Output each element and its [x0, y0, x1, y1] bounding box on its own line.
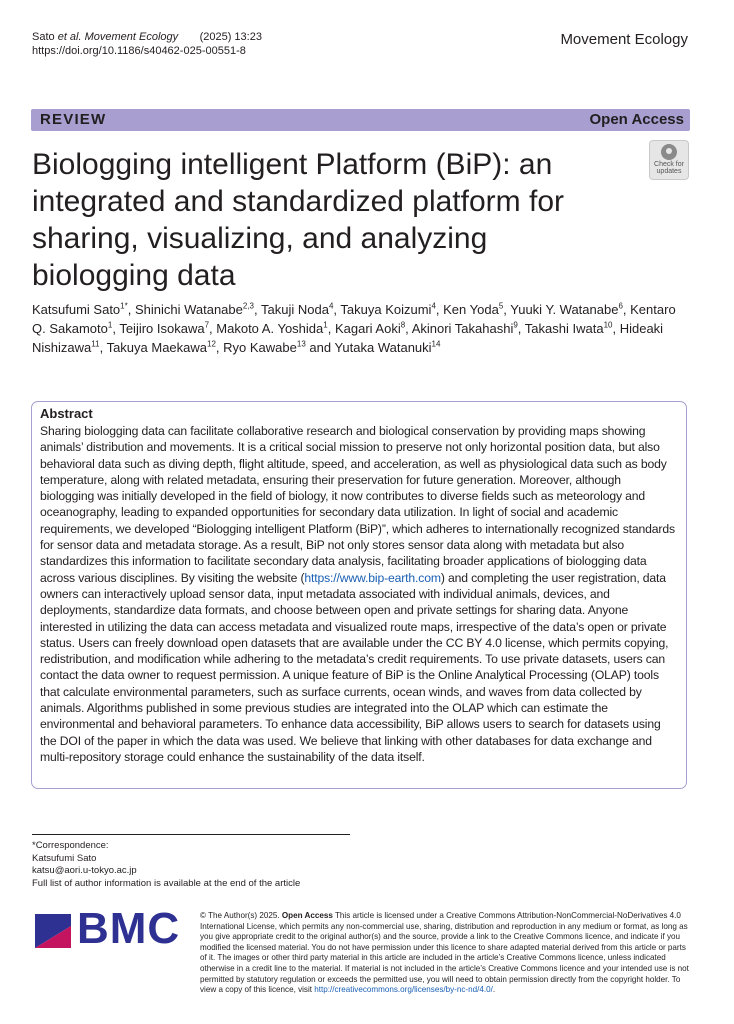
author-affiliation: 12	[207, 339, 216, 349]
crossmark-label-1: Check for	[654, 161, 684, 168]
author-name: Kagari Aoki	[334, 321, 401, 336]
author-separator: ,	[209, 321, 217, 336]
check-for-updates-badge[interactable]	[649, 140, 689, 180]
crossmark-label-2: updates	[656, 168, 682, 175]
author-list	[32, 300, 692, 357]
author-affiliation: 8	[400, 320, 406, 330]
author-separator: ,	[622, 302, 631, 317]
author-separator: ,	[112, 321, 120, 336]
abstract-text-part-2: ) and completing the user registration, data owners can interactively upload sensor data, input metadata associated with individual animals, devices, and deployments, standardize data formats, and choose between open and private settings for sharing data. Anyone interested in utilizing the data can access metadata and visualized route maps, irrespective of the data’s open or private status. Users can freely download open datasets that are available under the CC BY 4.0 license, which permits copying, redistribution, and modification while adhering to the metadata’s credit requirements. To use private datasets, users can contact the data owner to request permission. A unique feature of BiP is the Online Analytical Processing (OLAP) tools that calculate environmental parameters, such as surface currents, ocean winds, and waves from data collected by animals. Algorithms published in some previous studies are integrated into the OLAP which can estimate the environmental and behavioral parameters. To enhance data accessibility, BiP allows users to search for datasets using the DOI of the paper in which the data was used. We believe that linking with other databases for data exchange and multi-repository storage could enhance the sustainability of the data itself.	[40, 570, 669, 764]
footnote-author: Katsufumi Sato	[32, 852, 97, 864]
author-name: Kentaro Q. Sakamoto	[32, 302, 676, 336]
abstract-box	[31, 401, 687, 789]
author-affiliation: 14	[431, 339, 441, 349]
author-separator: ,	[215, 340, 224, 355]
author-separator: ,	[517, 321, 525, 336]
crossmark-icon	[661, 144, 677, 160]
open-access-label: Open Access	[589, 111, 684, 128]
author-affiliation: 4	[431, 301, 436, 311]
author-separator: ,	[503, 302, 511, 317]
license-open-access: Open Access	[281, 911, 333, 920]
author-affiliation: 1	[107, 320, 113, 330]
author-name: Teijiro Isokawa	[119, 321, 205, 336]
publisher-name: BMC	[77, 904, 181, 953]
author-name: Ken Yoda	[443, 302, 499, 317]
license-text	[200, 911, 690, 996]
author-separator: ,	[99, 340, 107, 355]
author-name: Takashi Iwata	[524, 321, 604, 336]
journal-name: Movement Ecology	[560, 31, 688, 48]
citation-year-volume: (2025) 13:23	[199, 31, 262, 43]
citation-line	[32, 30, 262, 44]
author-name: Yuuki Y. Watanabe	[510, 302, 619, 317]
author-affiliation: 11	[91, 339, 100, 349]
author-separator: ,	[333, 302, 341, 317]
author-affiliation: 13	[296, 339, 306, 349]
author-separator: ,	[254, 302, 261, 317]
author-separator: ,	[327, 321, 335, 336]
footnote-label: *Correspondence:	[32, 840, 109, 851]
license-suffix: .	[492, 985, 496, 995]
author-name: Makoto A. Yoshida	[216, 321, 324, 336]
citation-et-al: et al.	[57, 31, 82, 43]
citation-journal: Movement Ecology	[84, 31, 179, 43]
license-prefix: © The Author(s) 2025.	[200, 911, 282, 920]
author-name: Takuya Koizumi	[340, 302, 432, 317]
author-name: Ryo Kawabe	[223, 340, 297, 355]
author-name: Takuya Maekawa	[106, 340, 208, 355]
footnote-affiliation-note: Full list of author information is available at the end of the article	[32, 877, 301, 889]
license-body: This article is licensed under a Creative Commons Attribution-NonCommercial-NoDerivatives 4.0 International License, which permits any non-commercial use, sharing, distribution and reproduction in any medium or format, as long as you give appropriate credit to the original author(s) and the source, provide a link to the Creative Commons licence, and indicate if you modified the licensed material. You do not have permission under this licence to share adapted material derived from this article or parts of it. The images or other third party material in this article are included in the article’s Creative Commons licence, unless indicated otherwise in a credit line to the material. If material is not included in the article’s Creative Commons licence and your intended use is not permitted by statutory regulation or exceeds the permitted use, you will need to obtain permission directly from the copyright holder. To view a copy of this licence, visit	[200, 911, 689, 995]
abstract-heading: Abstract	[40, 406, 93, 421]
author-name: Yutaka Watanuki	[334, 340, 432, 355]
article-type: REVIEW	[40, 111, 107, 128]
publisher-logo	[33, 904, 181, 955]
bmc-logo-icon	[33, 912, 73, 950]
license-link[interactable]: http://creativecommons.org/licenses/by-nc-nd/4.0/	[314, 985, 493, 995]
author-name: Takuji Noda	[261, 302, 329, 317]
author-name: Akinori Takahashi	[411, 321, 514, 336]
author-separator: and	[305, 340, 335, 355]
author-name: Hideaki Nishizawa	[32, 321, 664, 355]
author-affiliation: 1	[323, 320, 328, 330]
author-separator: ,	[435, 302, 444, 317]
author-affiliation: 10	[603, 320, 613, 330]
website-link[interactable]: https://www.bip-earth.com	[304, 570, 441, 585]
author-separator: ,	[405, 321, 412, 336]
citation-header	[32, 30, 262, 58]
author-affiliation: 1*	[120, 301, 128, 311]
author-affiliation: 7	[204, 320, 210, 330]
correspondence-footnote	[32, 840, 300, 890]
author-affiliation: 4	[328, 301, 334, 311]
citation-author: Sato	[32, 31, 55, 43]
author-affiliation: 5	[498, 301, 504, 311]
article-type-banner	[31, 109, 690, 131]
footnote-divider	[32, 834, 350, 835]
abstract-text	[40, 423, 678, 765]
author-name: Katsufumi Sato	[32, 302, 121, 317]
author-affiliation: 6	[618, 301, 623, 311]
author-affiliation: 9	[513, 320, 518, 330]
footnote-email[interactable]: katsu@aori.u-tokyo.ac.jp	[32, 865, 137, 876]
author-separator: ,	[612, 321, 620, 336]
author-affiliation: 2,3	[242, 301, 254, 311]
author-separator: ,	[127, 302, 135, 317]
article-title: Biologging intelligent Platform (BiP): an integrated and standardized platform for sharing, visualizing, and analyzing biologging data	[32, 148, 564, 292]
author-name: Shinichi Watanabe	[134, 302, 243, 317]
doi-link[interactable]: https://doi.org/10.1186/s40462-025-00551-8	[32, 45, 246, 57]
abstract-text-part-1: Sharing biologging data can facilitate collaborative research and biological conservation by providing maps showing animals’ distribution and movements. It is a critical social mission to preserve not only horizontal position data, but also behavioral data such as diving depth, flight altitude, speed, and acceleration, as well as physiological data such as body temperature, along with related metadata, ensuring their preservation for future generation. Moreover, although biologging was initially developed in the field of biology, it now contributes to diverse fields such as meteorology and oceanography, leading to expanded opportunities for secondary data utilization. In light of social and academic requirements, we developed “Biologging intelligent Platform (BiP)”, which adheres to internationally recognized standards for sensor data and metadata storage. As a result, BiP not only stores sensor data along with metadata but also standardizes this information to facilitate secondary data analysis, facilitating broader applications of biologging data across various disciplines. By visiting the website (	[40, 424, 675, 585]
